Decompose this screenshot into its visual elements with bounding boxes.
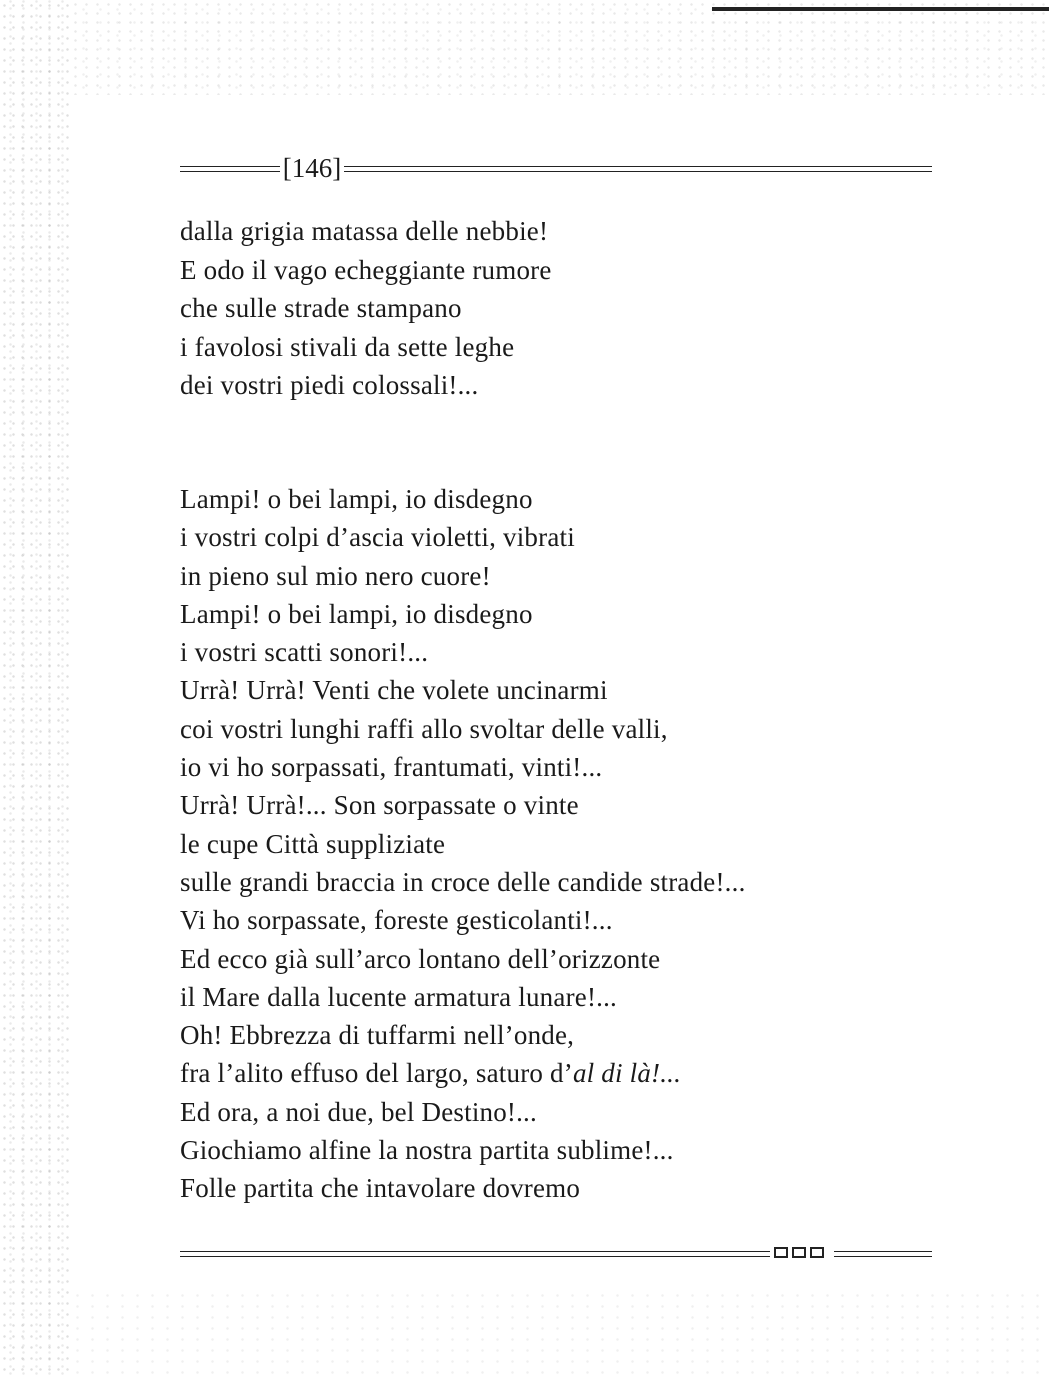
header-rule-left (180, 166, 280, 172)
verse-line-text: fra l’alito effuso del largo, saturo d’ (180, 1058, 573, 1089)
ornament-square-icon (774, 1247, 788, 1258)
page-header (180, 150, 932, 186)
top-edge-rule (712, 7, 1049, 11)
verse-line: coi vostri lunghi raffi allo svoltar delle valli, (180, 713, 668, 744)
verse-line: i vostri colpi d’ascia violetti, vibrati (180, 522, 575, 553)
page-number: [146] (282, 153, 342, 183)
verse-line: i favolosi stivali da sette leghe (180, 331, 515, 362)
header-rule-right (344, 166, 932, 172)
footer-rule-right (834, 1251, 932, 1257)
ornament-square-icon (792, 1247, 806, 1258)
verse-line: Giochiamo alfine la nostra partita sublime!... (180, 1135, 674, 1166)
verse-line: Vi ho sorpassate, foreste gesticolanti!... (180, 905, 613, 936)
verse-line: io vi ho sorpassati, frantumati, vinti!... (180, 752, 603, 783)
verse-line: Ed ora, a noi due, bel Destino!... (180, 1096, 537, 1127)
footer-rule-left (180, 1251, 770, 1257)
verse-line: dei vostri piedi colossali!... (180, 370, 479, 400)
verse-line-with-italic (180, 1054, 746, 1092)
page-footer-ornament (180, 1246, 932, 1262)
italic-phrase: al di là!... (572, 1058, 682, 1089)
verse-line: Folle partita che intavolare dovremo (180, 1173, 581, 1204)
stanza-1 (180, 212, 552, 405)
verse-line: sulle grandi braccia in croce delle candide strade!... (180, 866, 746, 897)
verse-line: che sulle strade stampano (180, 293, 462, 323)
verse-line: il Mare dalla lucente armatura lunare!... (180, 981, 617, 1012)
verse-line: Lampi! o bei lampi, io disdegno (180, 484, 533, 514)
verse-line: Urrà! Urrà! Venti che volete uncinarmi (180, 675, 608, 706)
verse-line: in pieno sul mio nero cuore! (180, 560, 491, 591)
page-scan-speckle-top (70, 0, 1049, 95)
page-scan-speckle-left (0, 0, 70, 1376)
page-scan-speckle-bottom (70, 1290, 1049, 1376)
ornament-square-icon (810, 1247, 824, 1258)
verse-line: Lampi! o bei lampi, io disdegno (180, 598, 533, 629)
verse-line: le cupe Città suppliziate (180, 828, 446, 859)
verse-line: dalla grigia matassa delle nebbie! (180, 216, 549, 246)
stanza-2 (180, 480, 746, 1208)
verse-line: E odo il vago echeggiante rumore (180, 254, 552, 285)
verse-line: Oh! Ebbrezza di tuffarmi nell’onde, (180, 1020, 575, 1051)
footer-square-ornament (774, 1247, 830, 1261)
verse-line: Urrà! Urrà!... Son sorpassate o vinte (180, 790, 579, 821)
verse-line: i vostri scatti sonori!... (180, 637, 429, 668)
verse-line: Ed ecco già sull’arco lontano dell’orizzonte (180, 943, 661, 974)
